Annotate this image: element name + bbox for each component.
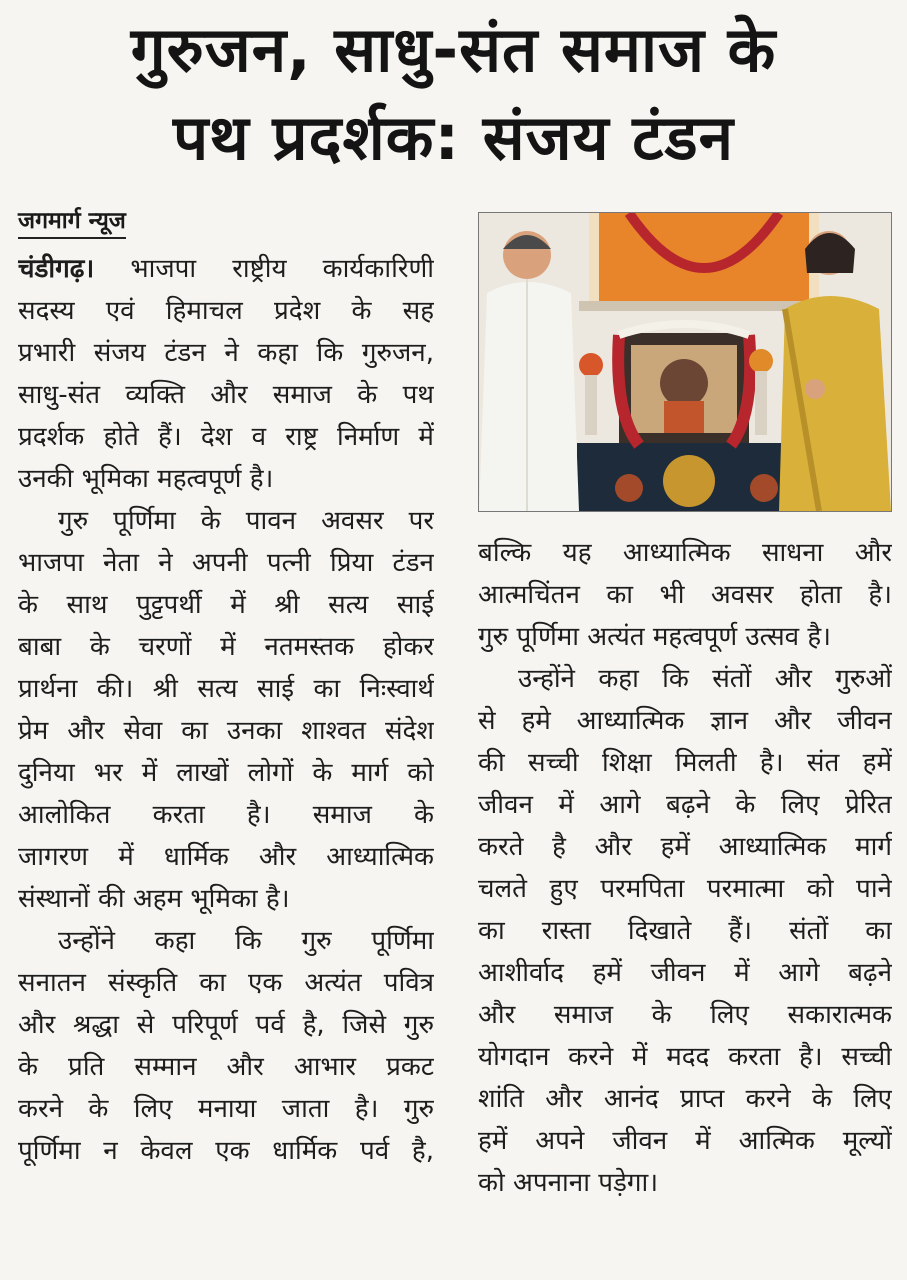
left-column [18,248,434,1172]
right-para-1 [478,532,892,658]
text-line: शांति और आनंद प्राप्त करने के लिए [478,1084,892,1114]
text-line: प्रेम और सेवा का उनका शाश्वत संदेश [18,716,434,746]
text-line: और समाज के लिए सकारात्मक [478,1000,892,1030]
text-line: दुनिया भर में लाखों लोगों के मार्ग को [18,758,434,788]
text-line: और श्रद्धा से परिपूर्ण पर्व है, जिसे गुरु [18,1010,434,1040]
text-line: उन्होंने कहा कि गुरु पूर्णिमा [58,926,434,956]
text-line: संस्थानों की अहम भूमिका है। [18,884,290,914]
text-line: चलते हुए परमपिता परमात्मा को पाने [478,874,892,904]
photo-illustration [479,213,891,511]
text-line: चंडीगढ़। भाजपा राष्ट्रीय कार्यकारिणी [18,254,434,284]
text-line: योगदान करने में मदद करता है। सच्ची [478,1042,892,1072]
text-line: के प्रति सम्मान और आभार प्रकट [18,1052,434,1082]
text-line: जागरण में धार्मिक और आध्यात्मिक [18,842,434,872]
headline-line-2: पथ प्रदर्शक: संजय टंडन [172,101,735,174]
text-line: साधु-संत व्यक्ति और समाज के पथ [18,380,434,410]
left-para-2 [18,500,434,920]
text-line: बल्कि यह आध्यात्मिक साधना और [478,538,892,568]
text-line: सदस्य एवं हिमाचल प्रदेश के सह [18,296,434,326]
text-line: पूर्णिमा न केवल एक धार्मिक पर्व है, [18,1136,434,1166]
text-line: भाजपा नेता ने अपनी पत्नी प्रिया टंडन [18,548,434,578]
text-line: सनातन संस्कृति का एक अत्यंत पवित्र [18,968,434,998]
text-line: की सच्ची शिक्षा मिलती है। संत हमें [478,748,892,778]
left-para-1 [18,248,434,500]
text-line: जीवन में आगे बढ़ने के लिए प्रेरित [478,790,892,820]
right-para-2 [478,658,892,1204]
text-line: प्रदर्शक होते हैं। देश व राष्ट्र निर्माण में [18,422,434,452]
text-line: उनकी भूमिका महत्वपूर्ण है। [18,464,274,494]
text-line: आशीर्वाद हमें जीवन में आगे बढ़ने [478,958,892,988]
left-para-3 [18,920,434,1172]
news-photo [478,212,892,512]
text-line: बाबा के चरणों में नतमस्तक होकर [18,632,434,662]
text-line: गुरु पूर्णिमा अत्यंत महत्वपूर्ण उत्सव है। [478,622,832,652]
text-line: प्रभारी संजय टंडन ने कहा कि गुरुजन, [18,338,434,368]
text-line: आत्मचिंतन का भी अवसर होता है। [478,580,892,610]
right-column [478,532,892,1204]
text-line: गुरु पूर्णिमा के पावन अवसर पर [58,506,434,536]
text-line: आलोकित करता है। समाज के [18,800,434,830]
text-line: हमें अपने जीवन में आत्मिक मूल्यों [478,1126,892,1156]
text-line: उन्होंने कहा कि संतों और गुरुओं [518,664,892,694]
text-line: से हमे आध्यात्मिक ज्ञान और जीवन [478,706,892,736]
byline: जगमार्ग न्यूज [18,203,126,239]
headline-line-1: गुरुजन, साधु-संत समाज के [130,13,777,86]
text-line: करते है और हमें आध्यात्मिक मार्ग [478,832,892,862]
text-line: प्रार्थना की। श्री सत्य साई का निःस्वार्थ [18,674,434,704]
dateline: चंडीगढ़। [18,254,95,284]
text-line: करने के लिए मनाया जाता है। गुरु [18,1094,434,1124]
headline [0,6,907,182]
text-line: के साथ पुट्टपर्थी में श्री सत्य साई [18,590,434,620]
text-line: का रास्ता दिखाते हैं। संतों का [478,916,892,946]
text-line: को अपनाना पड़ेगा। [478,1168,659,1198]
